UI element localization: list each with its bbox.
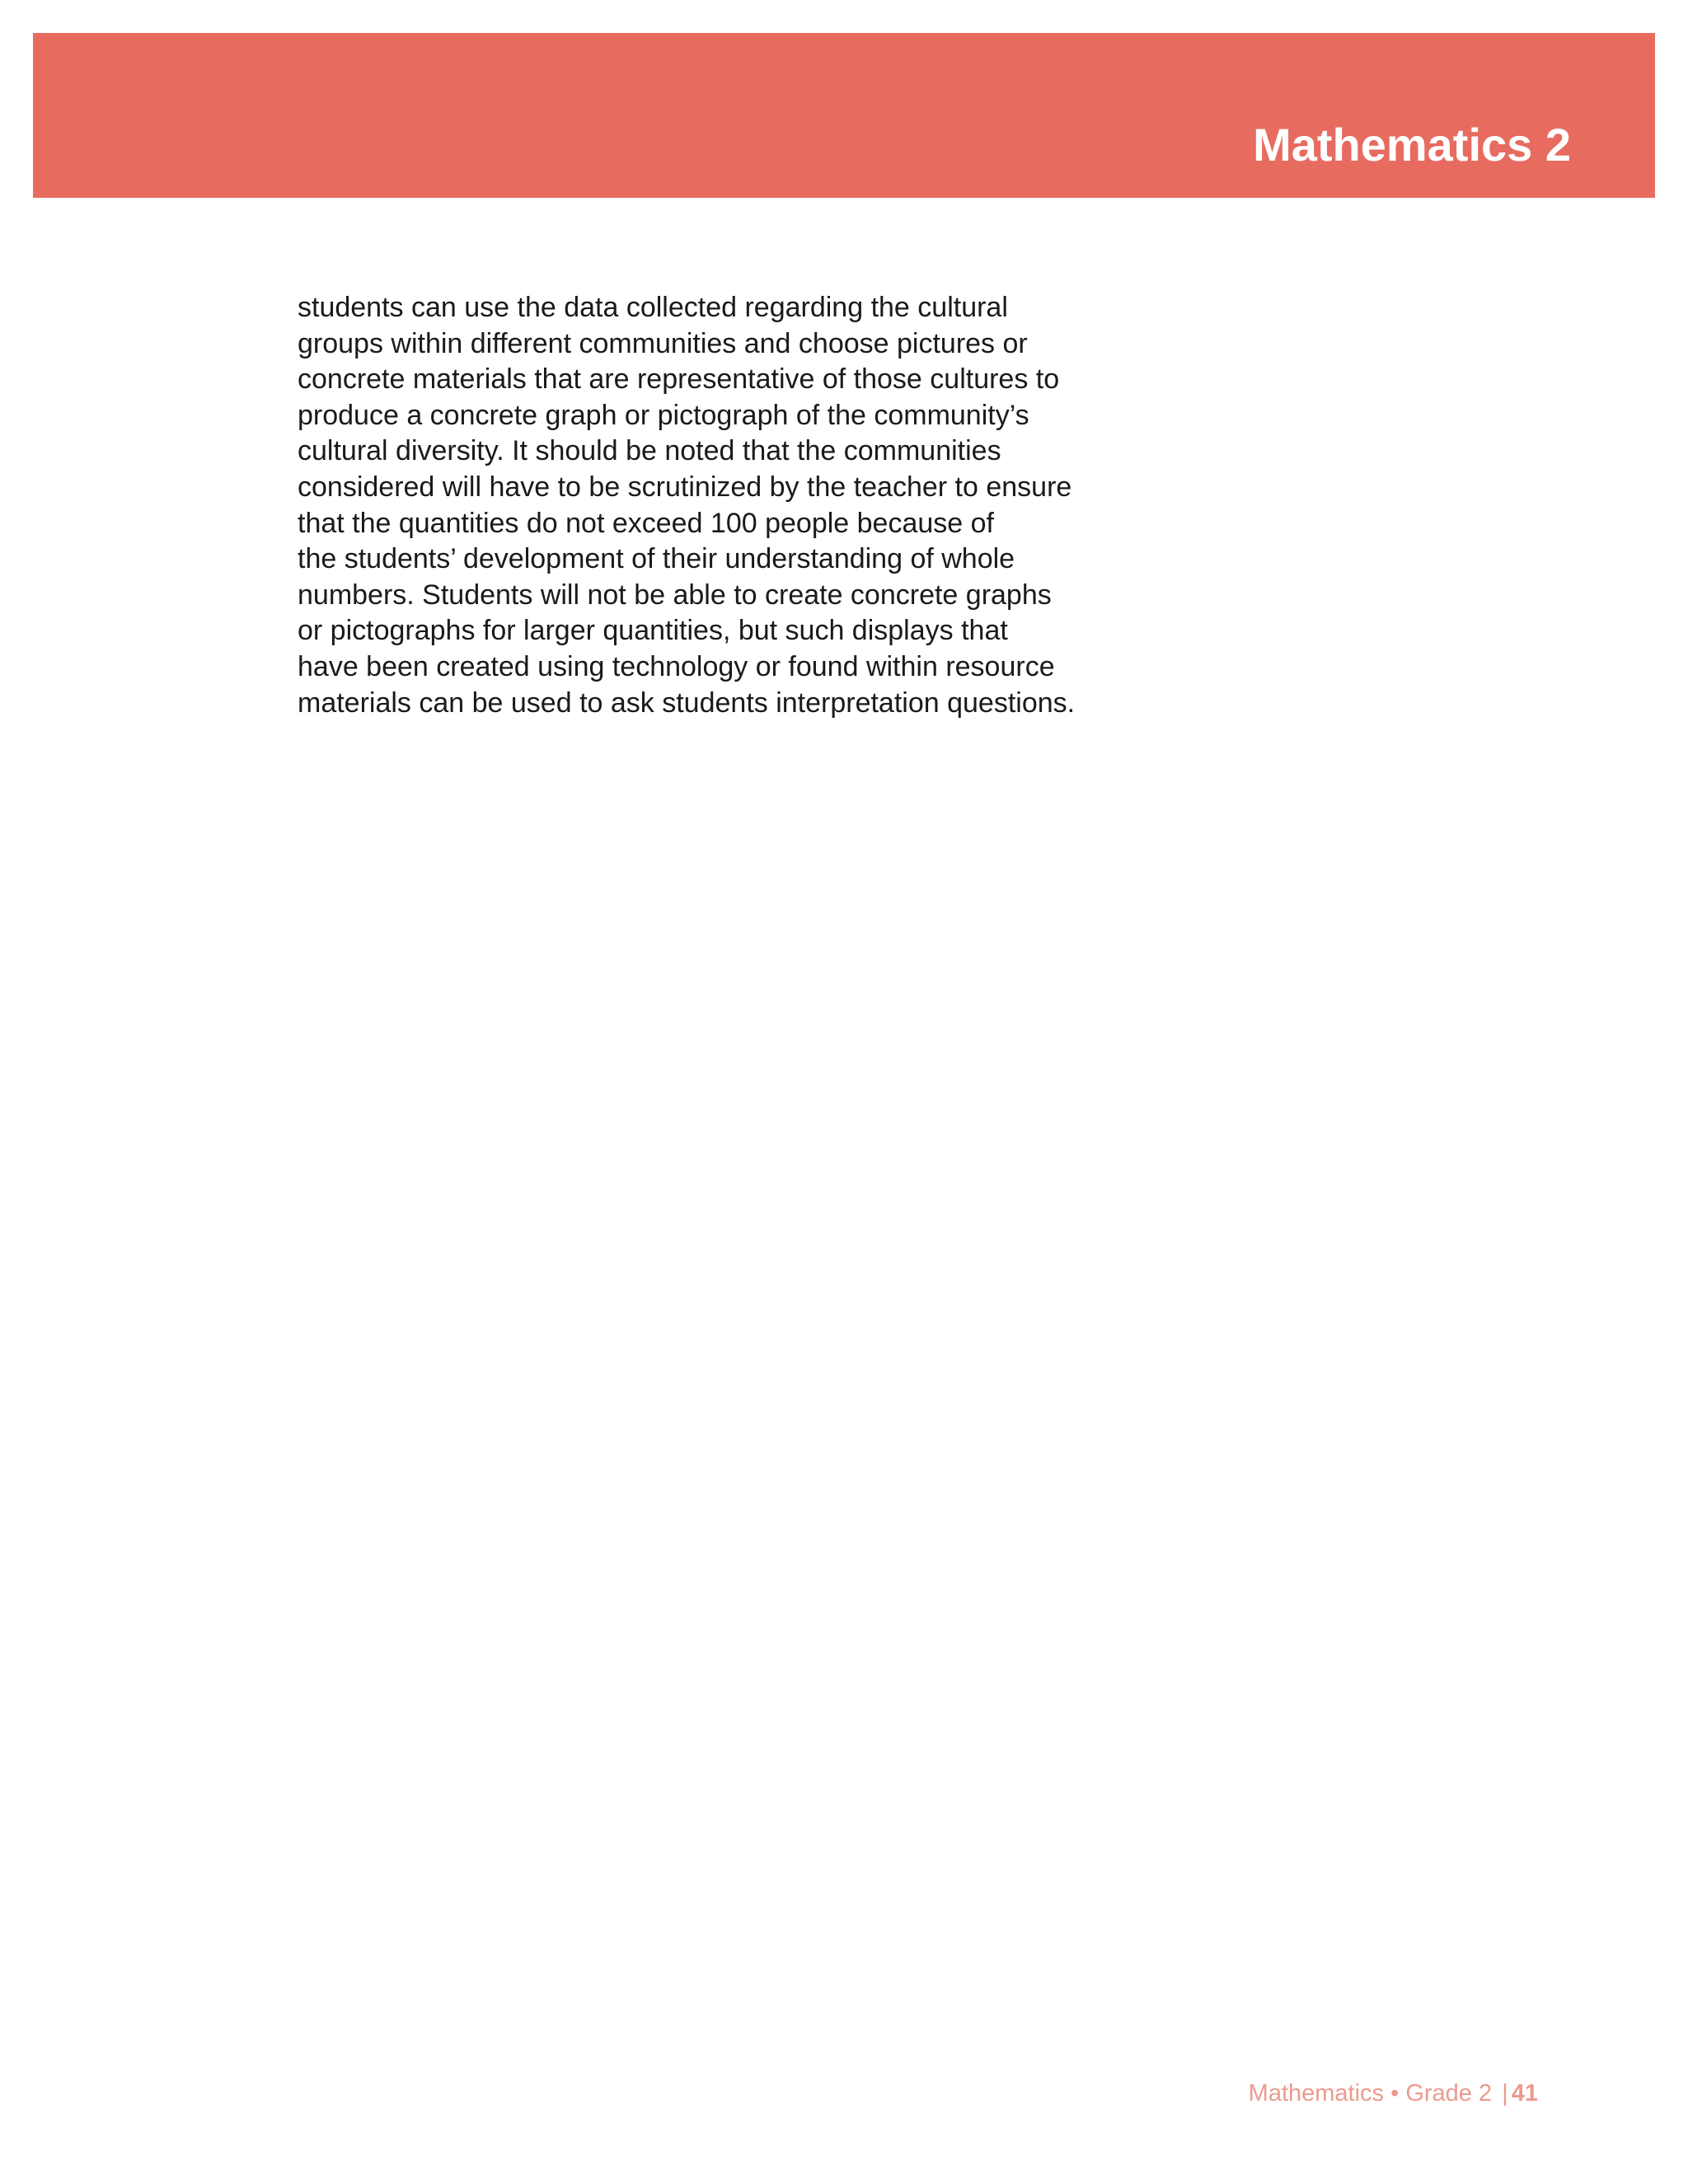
footer-grade: Grade 2 <box>1405 2080 1493 2107</box>
paragraph-line: students can use the data collected regarding the cultural <box>298 292 1008 323</box>
body-paragraph <box>298 290 1122 721</box>
footer-subject: Mathematics <box>1248 2080 1385 2107</box>
paragraph-line: have been created using technology or found within resource <box>298 650 1055 682</box>
paragraph-line: produce a concrete graph or pictograph of the community’s <box>298 399 1029 431</box>
footer-divider: | <box>1502 2080 1508 2107</box>
paragraph-line: the students’ development of their understanding of whole <box>298 543 1015 575</box>
paragraph-line: cultural diversity. It should be noted that the communities <box>298 435 1001 467</box>
paragraph-line: materials can be used to ask students interpretation questions. <box>298 687 1076 719</box>
paragraph-line: numbers. Students will not be able to create concrete graphs <box>298 579 1052 611</box>
page-number: 41 <box>1511 2080 1538 2107</box>
footer-bullet: • <box>1390 2080 1400 2107</box>
paragraph-line: or pictographs for larger quantities, but such displays that <box>298 615 1008 647</box>
paragraph-line: that the quantities do not exceed 100 people because of <box>298 507 994 539</box>
page-title: Mathematics 2 <box>1253 119 1571 171</box>
paragraph-line: considered will have to be scrutinized by the teacher to ensure <box>298 471 1072 503</box>
page-footer <box>1249 2079 1538 2108</box>
paragraph-line: concrete materials that are representative of those cultures to <box>298 363 1060 396</box>
paragraph-line: groups within different communities and choose pictures or <box>298 327 1028 359</box>
